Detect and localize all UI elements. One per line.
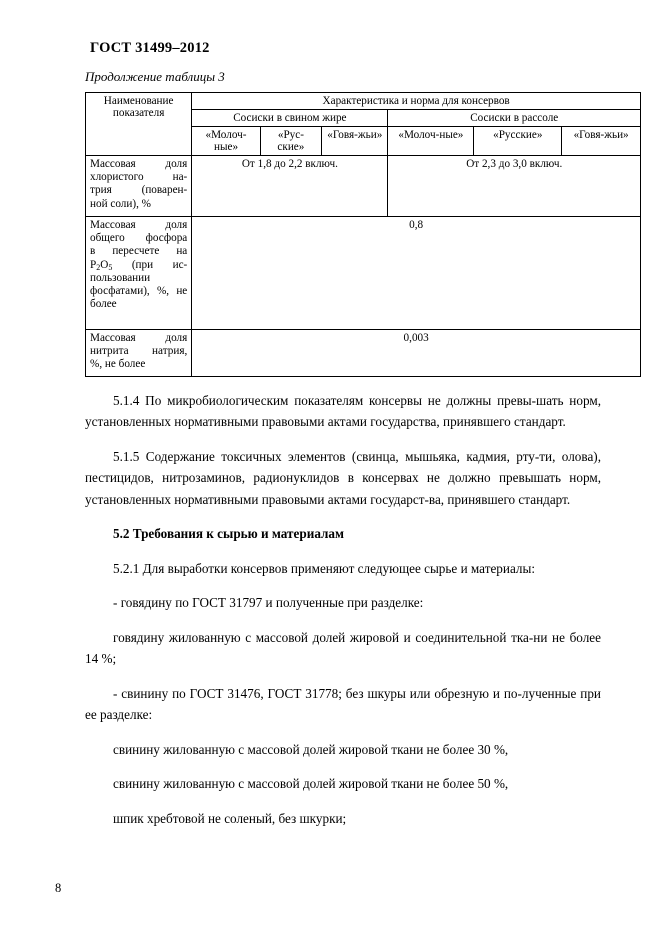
header-cell-sub-3: «Молоч-ные» bbox=[388, 127, 474, 156]
document-body bbox=[85, 390, 601, 829]
specification-table bbox=[85, 92, 641, 377]
paragraph-5-1-4: 5.1.4 По микробиологическим показателям консервы не должны превы-шать норм, установленных нормативными правовыми актами государства, принявшего стандарт. bbox=[85, 393, 601, 430]
header-cell-sub-0: «Молоч-ные» bbox=[192, 127, 260, 156]
paragraph-5-1-5: 5.1.5 Содержание токсичных элементов (свинца, мышьяка, кадмия, рту-ти, олова), пестицидов, нитрозаминов, радионуклидов в консервах не должно превышать норм, установленных нормативными правовыми актами государст-ва, принявшего стандарт. bbox=[85, 448, 601, 507]
header-cell-name: Наименование показателя bbox=[86, 93, 192, 156]
heading-5-2: 5.2 Требования к сырью и материалам bbox=[113, 526, 345, 542]
header-cell-sub-4: «Русские» bbox=[474, 127, 562, 156]
row-value-nitrite: 0,003 bbox=[192, 330, 641, 377]
list-item-beef-trimmed: говядину жилованную с массовой долей жировой и соединительной тка-ни не более 14 %; bbox=[85, 629, 601, 667]
row-label-phosphorus: Массовая доля общего фосфора в пересчете на $P_2O_5$ (при ис- пользовании фосфатами), %, не более bbox=[86, 217, 192, 330]
row-label-nitrite: Массовая доля нитрита натрия, %, не более bbox=[86, 330, 192, 377]
header-cell-spec: Характеристика и норма для консервов bbox=[192, 93, 641, 110]
standard-number: ГОСТ 31499–2012 bbox=[90, 40, 210, 56]
row-value-phosphorus: 0,8 bbox=[192, 217, 641, 330]
header-cell-sub-1: «Рус-ские» bbox=[260, 127, 321, 156]
table-row bbox=[86, 330, 641, 377]
table-caption: Продолжение таблицы 3 bbox=[85, 69, 225, 84]
list-item-pork-30: свинину жилованную с массовой долей жировой ткани не более 30 %, bbox=[113, 741, 509, 757]
table-header-row-1 bbox=[86, 93, 641, 110]
formula-p2o5: $P_2O_5$ (при ис- bbox=[90, 258, 188, 272]
list-item-beef: - говядину по ГОСТ 31797 и полученные при разделке: bbox=[113, 595, 424, 611]
page-number: 8 bbox=[55, 881, 62, 895]
row-value-salt-brine: От 2,3 до 3,0 включ. bbox=[388, 156, 641, 217]
table-row bbox=[86, 156, 641, 217]
header-cell-group-fat: Сосиски в свином жире bbox=[192, 110, 388, 127]
row-value-salt-fat: От 1,8 до 2,2 включ. bbox=[192, 156, 388, 217]
list-item-pork-50: свинину жилованную с массовой долей жировой ткани не более 50 %, bbox=[113, 776, 509, 792]
list-item-lard: шпик хребтовой не соленый, без шкурки; bbox=[113, 810, 347, 826]
paragraph-5-2-1: 5.2.1 Для выработки консервов применяют следующее сырье и материалы: bbox=[113, 560, 536, 576]
header-cell-group-brine: Сосиски в рассоле bbox=[388, 110, 641, 127]
header-cell-sub-2: «Говя-жьи» bbox=[322, 127, 388, 156]
list-item-pork: - свинину по ГОСТ 31476, ГОСТ 31778; без шкуры или обрезную и по-лученные при ее разделке: bbox=[85, 685, 601, 723]
header-cell-sub-5: «Говя-жьи» bbox=[562, 127, 641, 156]
table-row bbox=[86, 217, 641, 330]
row-label-salt: Массовая доля хлористого на- трия (поварен- ной соли), % bbox=[86, 156, 192, 217]
